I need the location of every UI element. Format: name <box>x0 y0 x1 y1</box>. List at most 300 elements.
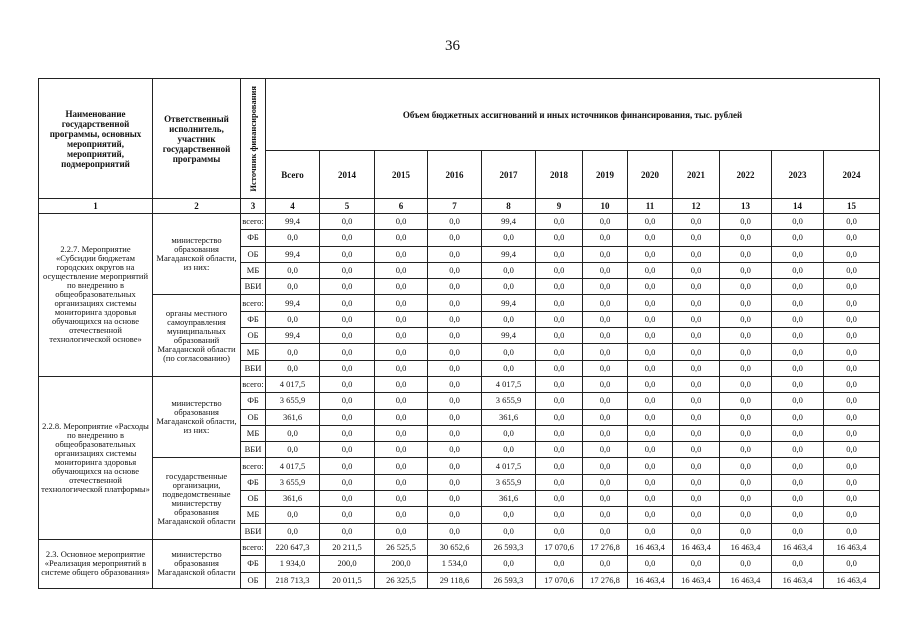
year-value: 0,0 <box>628 311 673 327</box>
year-value: 361,6 <box>482 409 536 425</box>
year-value: 0,0 <box>320 507 375 523</box>
measure-name: 2.3. Основное мероприятие «Реализация мероприятий в системе общего образования» <box>39 539 153 588</box>
year-value: 0,0 <box>428 376 482 392</box>
year-value: 0,0 <box>375 425 428 441</box>
column-number: 13 <box>720 199 772 214</box>
funding-source: ОБ <box>241 409 266 425</box>
year-value: 0,0 <box>320 458 375 474</box>
year-value: 0,0 <box>536 491 583 507</box>
year-value: 0,0 <box>583 295 628 311</box>
year-value: 26 593,3 <box>482 572 536 588</box>
total-value: 0,0 <box>266 262 320 278</box>
column-number: 14 <box>772 199 824 214</box>
year-value: 0,0 <box>482 556 536 572</box>
page-number: 36 <box>445 38 460 54</box>
header-year: 2020 <box>628 151 673 199</box>
year-value: 0,0 <box>720 523 772 539</box>
year-value: 0,0 <box>628 474 673 490</box>
year-value: 0,0 <box>482 425 536 441</box>
year-value: 0,0 <box>375 360 428 376</box>
year-value: 0,0 <box>482 360 536 376</box>
total-value: 99,4 <box>266 295 320 311</box>
year-value: 0,0 <box>320 425 375 441</box>
total-value: 361,6 <box>266 491 320 507</box>
year-value: 0,0 <box>772 214 824 230</box>
year-value: 0,0 <box>720 328 772 344</box>
table-row <box>39 295 880 311</box>
year-value: 0,0 <box>673 556 720 572</box>
year-value: 0,0 <box>583 279 628 295</box>
funding-source: ФБ <box>241 311 266 327</box>
budget-table <box>38 78 880 589</box>
table-row <box>39 214 880 230</box>
year-value: 0,0 <box>583 376 628 392</box>
year-value: 0,0 <box>320 376 375 392</box>
year-value: 0,0 <box>720 507 772 523</box>
year-value: 16 463,4 <box>772 539 824 555</box>
year-value: 3 655,9 <box>482 393 536 409</box>
year-value: 0,0 <box>720 344 772 360</box>
column-number: 2 <box>153 199 241 214</box>
year-value: 0,0 <box>772 523 824 539</box>
column-number: 11 <box>628 199 673 214</box>
year-value: 0,0 <box>583 393 628 409</box>
total-value: 4 017,5 <box>266 458 320 474</box>
year-value: 0,0 <box>772 262 824 278</box>
year-value: 0,0 <box>536 344 583 360</box>
funding-source: всего: <box>241 214 266 230</box>
year-value: 0,0 <box>536 376 583 392</box>
total-value: 0,0 <box>266 425 320 441</box>
year-value: 0,0 <box>536 262 583 278</box>
year-value: 0,0 <box>375 458 428 474</box>
funding-source: ФБ <box>241 556 266 572</box>
year-value: 0,0 <box>772 376 824 392</box>
year-value: 0,0 <box>428 295 482 311</box>
year-value: 0,0 <box>482 344 536 360</box>
header-executor: Ответственный исполнитель, участник государственной программы <box>153 79 241 199</box>
year-value: 0,0 <box>536 295 583 311</box>
year-value: 0,0 <box>320 214 375 230</box>
year-value: 0,0 <box>320 279 375 295</box>
year-value: 0,0 <box>772 458 824 474</box>
year-value: 0,0 <box>583 246 628 262</box>
year-value: 0,0 <box>320 409 375 425</box>
table-row <box>39 458 880 474</box>
year-value: 0,0 <box>772 474 824 490</box>
total-value: 0,0 <box>266 442 320 458</box>
year-value: 0,0 <box>583 523 628 539</box>
year-value: 0,0 <box>824 442 880 458</box>
column-number: 4 <box>266 199 320 214</box>
year-value: 0,0 <box>824 230 880 246</box>
year-value: 0,0 <box>583 474 628 490</box>
year-value: 0,0 <box>720 279 772 295</box>
year-value: 0,0 <box>428 523 482 539</box>
year-value: 4 017,5 <box>482 458 536 474</box>
executor-name: государственные организации, подведомственные министерству образования Магаданской области <box>153 458 241 539</box>
year-value: 0,0 <box>720 246 772 262</box>
year-value: 0,0 <box>375 279 428 295</box>
year-value: 0,0 <box>772 409 824 425</box>
year-value: 0,0 <box>673 442 720 458</box>
year-value: 20 211,5 <box>320 539 375 555</box>
header-source: Источник финансирования <box>241 79 266 199</box>
total-value: 0,0 <box>266 523 320 539</box>
total-value: 218 713,3 <box>266 572 320 588</box>
total-value: 3 655,9 <box>266 393 320 409</box>
funding-source: ВБИ <box>241 442 266 458</box>
year-value: 0,0 <box>673 491 720 507</box>
year-value: 0,0 <box>720 458 772 474</box>
year-value: 0,0 <box>482 311 536 327</box>
total-value: 3 655,9 <box>266 474 320 490</box>
total-value: 0,0 <box>266 279 320 295</box>
year-value: 0,0 <box>628 409 673 425</box>
year-value: 0,0 <box>428 409 482 425</box>
year-value: 16 463,4 <box>628 572 673 588</box>
year-value: 0,0 <box>673 507 720 523</box>
column-number: 15 <box>824 199 880 214</box>
funding-source: МБ <box>241 507 266 523</box>
year-value: 0,0 <box>320 393 375 409</box>
column-number: 9 <box>536 199 583 214</box>
year-value: 0,0 <box>628 295 673 311</box>
column-number: 3 <box>241 199 266 214</box>
funding-source: ВБИ <box>241 279 266 295</box>
year-value: 0,0 <box>628 393 673 409</box>
year-value: 200,0 <box>375 556 428 572</box>
year-value: 0,0 <box>673 360 720 376</box>
executor-name: министерство образования Магаданской области, из них: <box>153 376 241 457</box>
funding-source: ОБ <box>241 328 266 344</box>
year-value: 0,0 <box>536 246 583 262</box>
year-value: 0,0 <box>375 474 428 490</box>
year-value: 17 070,6 <box>536 539 583 555</box>
year-value: 0,0 <box>583 458 628 474</box>
year-value: 0,0 <box>628 442 673 458</box>
year-value: 0,0 <box>824 328 880 344</box>
funding-source: ОБ <box>241 246 266 262</box>
column-number: 10 <box>583 199 628 214</box>
year-value: 0,0 <box>628 262 673 278</box>
header-year: 2017 <box>482 151 536 199</box>
year-value: 0,0 <box>824 376 880 392</box>
year-value: 0,0 <box>772 425 824 441</box>
year-value: 0,0 <box>536 279 583 295</box>
year-value: 0,0 <box>673 246 720 262</box>
funding-source: всего: <box>241 376 266 392</box>
year-value: 0,0 <box>375 295 428 311</box>
year-value: 16 463,4 <box>772 572 824 588</box>
year-value: 0,0 <box>628 523 673 539</box>
year-value: 0,0 <box>720 425 772 441</box>
year-value: 0,0 <box>536 311 583 327</box>
year-value: 0,0 <box>772 246 824 262</box>
year-value: 20 011,5 <box>320 572 375 588</box>
total-value: 361,6 <box>266 409 320 425</box>
column-number: 12 <box>673 199 720 214</box>
year-value: 0,0 <box>824 344 880 360</box>
table-body <box>39 214 880 589</box>
total-value: 0,0 <box>266 360 320 376</box>
year-value: 0,0 <box>628 556 673 572</box>
header-year: 2021 <box>673 151 720 199</box>
year-value: 0,0 <box>628 246 673 262</box>
year-value: 0,0 <box>628 491 673 507</box>
year-value: 0,0 <box>824 507 880 523</box>
year-value: 99,4 <box>482 246 536 262</box>
year-value: 30 652,6 <box>428 539 482 555</box>
year-value: 0,0 <box>720 360 772 376</box>
year-value: 0,0 <box>375 507 428 523</box>
year-value: 0,0 <box>772 328 824 344</box>
year-value: 0,0 <box>536 442 583 458</box>
year-value: 0,0 <box>772 295 824 311</box>
year-value: 0,0 <box>628 344 673 360</box>
year-value: 17 276,8 <box>583 539 628 555</box>
funding-source: ФБ <box>241 474 266 490</box>
year-value: 0,0 <box>673 279 720 295</box>
total-value: 0,0 <box>266 507 320 523</box>
header-volume: Объем бюджетных ассигнований и иных источников финансирования, тыс. рублей <box>266 79 880 151</box>
year-value: 16 463,4 <box>628 539 673 555</box>
year-value: 0,0 <box>536 458 583 474</box>
year-value: 0,0 <box>320 474 375 490</box>
header-year: 2023 <box>772 151 824 199</box>
year-value: 0,0 <box>428 246 482 262</box>
year-value: 99,4 <box>482 295 536 311</box>
column-number: 8 <box>482 199 536 214</box>
year-value: 0,0 <box>772 507 824 523</box>
year-value: 0,0 <box>428 425 482 441</box>
year-value: 0,0 <box>772 311 824 327</box>
year-value: 0,0 <box>824 491 880 507</box>
year-value: 0,0 <box>583 230 628 246</box>
year-value: 0,0 <box>583 425 628 441</box>
year-value: 0,0 <box>583 262 628 278</box>
year-value: 0,0 <box>320 262 375 278</box>
year-value: 0,0 <box>583 214 628 230</box>
executor-name: министерство образования Магаданской области, из них: <box>153 214 241 295</box>
year-value: 0,0 <box>583 409 628 425</box>
year-value: 0,0 <box>673 214 720 230</box>
year-value: 0,0 <box>536 409 583 425</box>
year-value: 0,0 <box>536 474 583 490</box>
year-value: 0,0 <box>428 214 482 230</box>
funding-source: МБ <box>241 262 266 278</box>
executor-name: министерство образования Магаданской области <box>153 539 241 588</box>
funding-source: МБ <box>241 425 266 441</box>
year-value: 0,0 <box>772 393 824 409</box>
executor-name: органы местного самоуправления муниципальных образований Магаданской области (по согласованию) <box>153 295 241 376</box>
year-value: 0,0 <box>428 491 482 507</box>
year-value: 0,0 <box>824 409 880 425</box>
year-value: 0,0 <box>320 523 375 539</box>
funding-source: ВБИ <box>241 360 266 376</box>
year-value: 0,0 <box>375 442 428 458</box>
year-value: 99,4 <box>482 214 536 230</box>
year-value: 26 593,3 <box>482 539 536 555</box>
total-value: 99,4 <box>266 214 320 230</box>
year-value: 0,0 <box>583 360 628 376</box>
year-value: 0,0 <box>673 523 720 539</box>
year-value: 0,0 <box>428 458 482 474</box>
year-value: 0,0 <box>428 230 482 246</box>
year-value: 0,0 <box>824 214 880 230</box>
year-value: 0,0 <box>720 491 772 507</box>
year-value: 0,0 <box>583 311 628 327</box>
year-value: 26 525,5 <box>375 539 428 555</box>
year-value: 0,0 <box>772 360 824 376</box>
year-value: 0,0 <box>375 246 428 262</box>
year-value: 0,0 <box>628 328 673 344</box>
header-year: 2015 <box>375 151 428 199</box>
year-value: 0,0 <box>583 442 628 458</box>
funding-source: всего: <box>241 295 266 311</box>
year-value: 0,0 <box>375 214 428 230</box>
year-value: 0,0 <box>428 393 482 409</box>
year-value: 0,0 <box>720 311 772 327</box>
year-value: 0,0 <box>824 295 880 311</box>
column-number: 1 <box>39 199 153 214</box>
year-value: 4 017,5 <box>482 376 536 392</box>
year-value: 0,0 <box>628 214 673 230</box>
year-value: 0,0 <box>628 507 673 523</box>
year-value: 0,0 <box>320 344 375 360</box>
year-value: 0,0 <box>673 376 720 392</box>
year-value: 0,0 <box>673 311 720 327</box>
column-number-row <box>39 199 880 214</box>
year-value: 0,0 <box>320 360 375 376</box>
year-value: 0,0 <box>824 458 880 474</box>
funding-source: МБ <box>241 344 266 360</box>
year-value: 0,0 <box>482 279 536 295</box>
year-value: 0,0 <box>583 507 628 523</box>
year-value: 0,0 <box>428 360 482 376</box>
funding-source: ФБ <box>241 230 266 246</box>
year-value: 0,0 <box>824 360 880 376</box>
year-value: 16 463,4 <box>673 572 720 588</box>
year-value: 0,0 <box>772 230 824 246</box>
year-value: 0,0 <box>720 295 772 311</box>
year-value: 0,0 <box>536 523 583 539</box>
year-value: 0,0 <box>536 507 583 523</box>
funding-source: ВБИ <box>241 523 266 539</box>
year-value: 0,0 <box>536 556 583 572</box>
year-value: 0,0 <box>628 425 673 441</box>
year-value: 0,0 <box>428 262 482 278</box>
year-value: 0,0 <box>772 344 824 360</box>
year-value: 0,0 <box>824 474 880 490</box>
year-value: 0,0 <box>375 344 428 360</box>
year-value: 0,0 <box>375 376 428 392</box>
year-value: 0,0 <box>482 523 536 539</box>
year-value: 16 463,4 <box>673 539 720 555</box>
year-value: 0,0 <box>428 442 482 458</box>
measure-name: 2.2.7. Мероприятие «Субсидии бюджетам городских округов на осуществление мероприятий по внедрению в общеобразовательных организациях системы мониторинга здоровья обучающихся на основе отечественной технологической основе» <box>39 214 153 377</box>
year-value: 3 655,9 <box>482 474 536 490</box>
year-value: 0,0 <box>673 344 720 360</box>
year-value: 0,0 <box>824 393 880 409</box>
year-value: 16 463,4 <box>824 539 880 555</box>
year-value: 0,0 <box>673 328 720 344</box>
year-value: 0,0 <box>720 474 772 490</box>
year-value: 16 463,4 <box>720 572 772 588</box>
year-value: 17 276,8 <box>583 572 628 588</box>
year-value: 0,0 <box>720 376 772 392</box>
year-value: 0,0 <box>628 279 673 295</box>
year-value: 0,0 <box>320 246 375 262</box>
funding-source: ОБ <box>241 572 266 588</box>
year-value: 0,0 <box>720 409 772 425</box>
header-year: 2019 <box>583 151 628 199</box>
year-value: 1 534,0 <box>428 556 482 572</box>
year-value: 0,0 <box>375 523 428 539</box>
year-value: 0,0 <box>583 491 628 507</box>
year-value: 0,0 <box>482 262 536 278</box>
year-value: 0,0 <box>536 230 583 246</box>
year-value: 0,0 <box>824 262 880 278</box>
header-year: 2018 <box>536 151 583 199</box>
year-value: 200,0 <box>320 556 375 572</box>
year-value: 0,0 <box>673 262 720 278</box>
header-year: 2016 <box>428 151 482 199</box>
year-value: 0,0 <box>673 393 720 409</box>
year-value: 0,0 <box>375 393 428 409</box>
year-value: 0,0 <box>536 393 583 409</box>
year-value: 0,0 <box>536 425 583 441</box>
year-value: 0,0 <box>720 393 772 409</box>
year-value: 0,0 <box>536 328 583 344</box>
year-value: 0,0 <box>482 230 536 246</box>
year-value: 0,0 <box>628 360 673 376</box>
year-value: 0,0 <box>375 491 428 507</box>
funding-source: всего: <box>241 458 266 474</box>
year-value: 0,0 <box>320 328 375 344</box>
year-value: 0,0 <box>673 474 720 490</box>
column-number: 6 <box>375 199 428 214</box>
year-value: 0,0 <box>428 279 482 295</box>
year-value: 0,0 <box>320 491 375 507</box>
total-value: 0,0 <box>266 311 320 327</box>
funding-source: ФБ <box>241 393 266 409</box>
year-value: 0,0 <box>375 409 428 425</box>
year-value: 0,0 <box>673 425 720 441</box>
year-value: 0,0 <box>824 556 880 572</box>
year-value: 0,0 <box>772 491 824 507</box>
year-value: 0,0 <box>720 556 772 572</box>
year-value: 26 325,5 <box>375 572 428 588</box>
year-value: 0,0 <box>720 230 772 246</box>
total-value: 0,0 <box>266 344 320 360</box>
total-value: 4 017,5 <box>266 376 320 392</box>
header-year: 2022 <box>720 151 772 199</box>
total-value: 0,0 <box>266 230 320 246</box>
year-value: 0,0 <box>628 230 673 246</box>
year-value: 0,0 <box>375 311 428 327</box>
year-value: 0,0 <box>720 442 772 458</box>
year-value: 0,0 <box>428 311 482 327</box>
total-value: 220 647,3 <box>266 539 320 555</box>
year-value: 0,0 <box>375 328 428 344</box>
year-value: 0,0 <box>720 214 772 230</box>
table-row <box>39 539 880 555</box>
table-row <box>39 376 880 392</box>
header-year: 2024 <box>824 151 880 199</box>
header-total: Всего <box>266 151 320 199</box>
year-value: 0,0 <box>320 295 375 311</box>
